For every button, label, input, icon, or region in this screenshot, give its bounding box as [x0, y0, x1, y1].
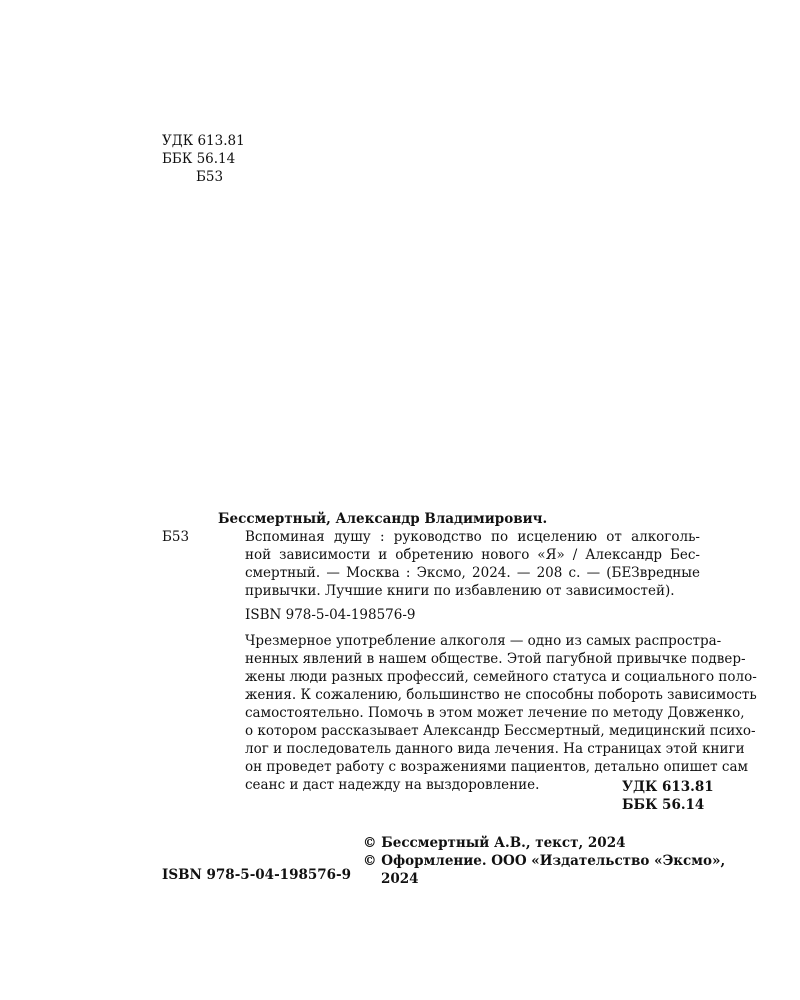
top-classification-codes	[162, 132, 245, 186]
bbk-code-bottom: ББК 56.14	[622, 797, 705, 813]
udk-code: УДК 613.81	[162, 133, 245, 149]
annotation-line: ненных явлений в нашем обществе. Этой пагубной привычке подвер-	[245, 651, 746, 667]
bib-line: привычки. Лучшие книги по избавлению от зависимостей).	[245, 583, 675, 599]
annotation-line: о котором рассказывает Александр Бессмертный, медицинский психо-	[245, 723, 756, 739]
isbn-bottom: ISBN 978-5-04-198576-9	[162, 867, 352, 883]
annotation-line: Чрезмерное употребление алкоголя — одно из самых распростра-	[245, 633, 722, 649]
bib-line: Вспоминая душу : руководство по исцелению от алкоголь-	[245, 529, 700, 545]
udk-code-bottom: УДК 613.81	[622, 779, 714, 795]
annotation-line: лог и последователь данного вида лечения. На страницах этой книги	[245, 741, 745, 757]
annotation	[245, 632, 757, 794]
bib-line: ной зависимости и обретению нового «Я» / Александр Бес-	[245, 547, 700, 563]
copyright-block	[363, 834, 725, 888]
annotation-line: он проведет работу с возражениями пациентов, детально опишет сам	[245, 759, 749, 775]
bib-line: смертный. — Москва : Эксмо, 2024. — 208 с. — (БЕЗвредные	[245, 565, 700, 581]
annotation-line: сеанс и даст надежду на выздоровление.	[245, 777, 540, 793]
annotation-line: самостоятельно. Помочь в этом может лечение по методу Довженко,	[245, 705, 745, 721]
author-heading: Бессмертный, Александр Владимирович.	[218, 511, 548, 527]
isbn: ISBN 978-5-04-198576-9	[245, 607, 416, 623]
bottom-classification-codes	[622, 778, 714, 814]
bbk-code: ББК 56.14	[162, 151, 236, 167]
annotation-line: жения. К сожалению, большинство не способны побороть зависимость	[245, 687, 757, 703]
cutter-code: Б53	[196, 169, 224, 185]
copyright-text-line: © Бессмертный А.В., текст, 2024	[363, 835, 626, 851]
bibliographic-description	[245, 528, 700, 600]
cutter-side-mark: Б53	[162, 529, 190, 545]
copyright-design-line: © Оформление. ООО «Издательство «Эксмо»,	[363, 853, 726, 869]
copyright-year-line: 2024	[381, 871, 419, 887]
annotation-line: жены люди разных профессий, семейного статуса и социального поло-	[245, 669, 757, 685]
